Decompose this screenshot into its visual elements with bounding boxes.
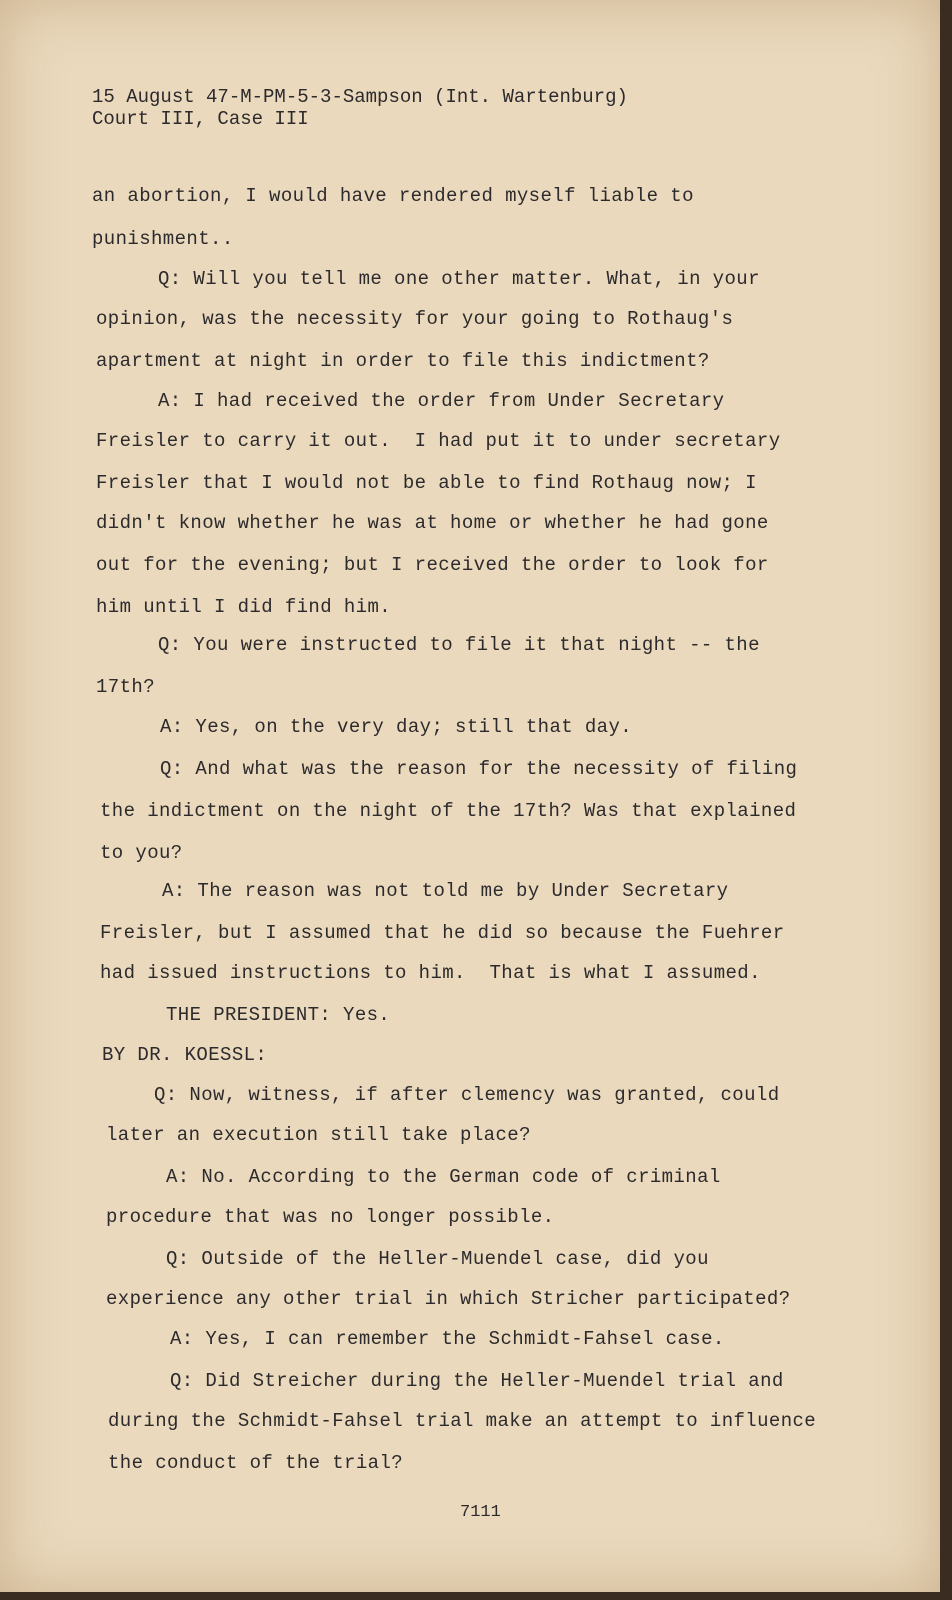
text-line: apartment at night in order to file this indictment?: [96, 350, 710, 372]
text-line: an abortion, I would have rendered myself liable to: [92, 185, 694, 207]
text-line: A: Yes, I can remember the Schmidt-Fahsel case.: [170, 1328, 725, 1350]
text-line: had issued instructions to him. That is what I assumed.: [100, 962, 761, 984]
text-line: procedure that was no longer possible.: [106, 1206, 555, 1228]
text-line: Q: Will you tell me one other matter. What, in your: [158, 268, 760, 290]
page-edge-bottom: [0, 1592, 952, 1600]
text-line: punishment..: [92, 228, 234, 250]
page-edge-right: [940, 0, 952, 1600]
text-line: A: I had received the order from Under Secretary: [158, 390, 725, 412]
text-line: 17th?: [96, 676, 156, 698]
text-line: him until I did find him.: [96, 596, 392, 618]
text-line: Freisler to carry it out. I had put it to under secretary: [96, 430, 781, 452]
text-line: A: The reason was not told me by Under Secretary: [162, 880, 729, 902]
text-line: the indictment on the night of the 17th? Was that explained: [100, 800, 797, 822]
text-line: to you?: [100, 842, 183, 864]
text-line: BY DR. KOESSL:: [102, 1044, 268, 1066]
text-line: A: No. According to the German code of criminal: [166, 1166, 721, 1188]
text-line: didn't know whether he was at home or whether he had gone: [96, 512, 769, 534]
header-line-1: 15 August 47-M-PM-5-3-Sampson (Int. Wartenburg): [92, 86, 628, 108]
text-line: the conduct of the trial?: [108, 1452, 404, 1474]
text-line: out for the evening; but I received the order to look for: [96, 554, 769, 576]
text-line: A: Yes, on the very day; still that day.: [160, 716, 633, 738]
text-line: Q: Did Streicher during the Heller-Muendel trial and: [170, 1370, 784, 1392]
text-line: Freisler that I would not be able to find Rothaug now; I: [96, 472, 757, 494]
text-line: Freisler, but I assumed that he did so because the Fuehrer: [100, 922, 785, 944]
header-line-2: Court III, Case III: [92, 108, 309, 130]
text-line: THE PRESIDENT: Yes.: [166, 1004, 391, 1026]
text-line: during the Schmidt-Fahsel trial make an attempt to influence: [108, 1410, 817, 1432]
text-line: later an execution still take place?: [106, 1124, 531, 1146]
document-header: [92, 86, 628, 130]
text-line: Q: You were instructed to file it that night -- the: [158, 634, 760, 656]
text-line: opinion, was the necessity for your going to Rothaug's: [96, 308, 734, 330]
text-line: Q: Outside of the Heller-Muendel case, did you: [166, 1248, 709, 1270]
text-line: Q: Now, witness, if after clemency was granted, could: [154, 1084, 780, 1106]
text-line: Q: And what was the reason for the necessity of filing: [160, 758, 798, 780]
page-number: 7111: [460, 1503, 501, 1522]
text-line: experience any other trial in which Stricher participated?: [106, 1288, 791, 1310]
